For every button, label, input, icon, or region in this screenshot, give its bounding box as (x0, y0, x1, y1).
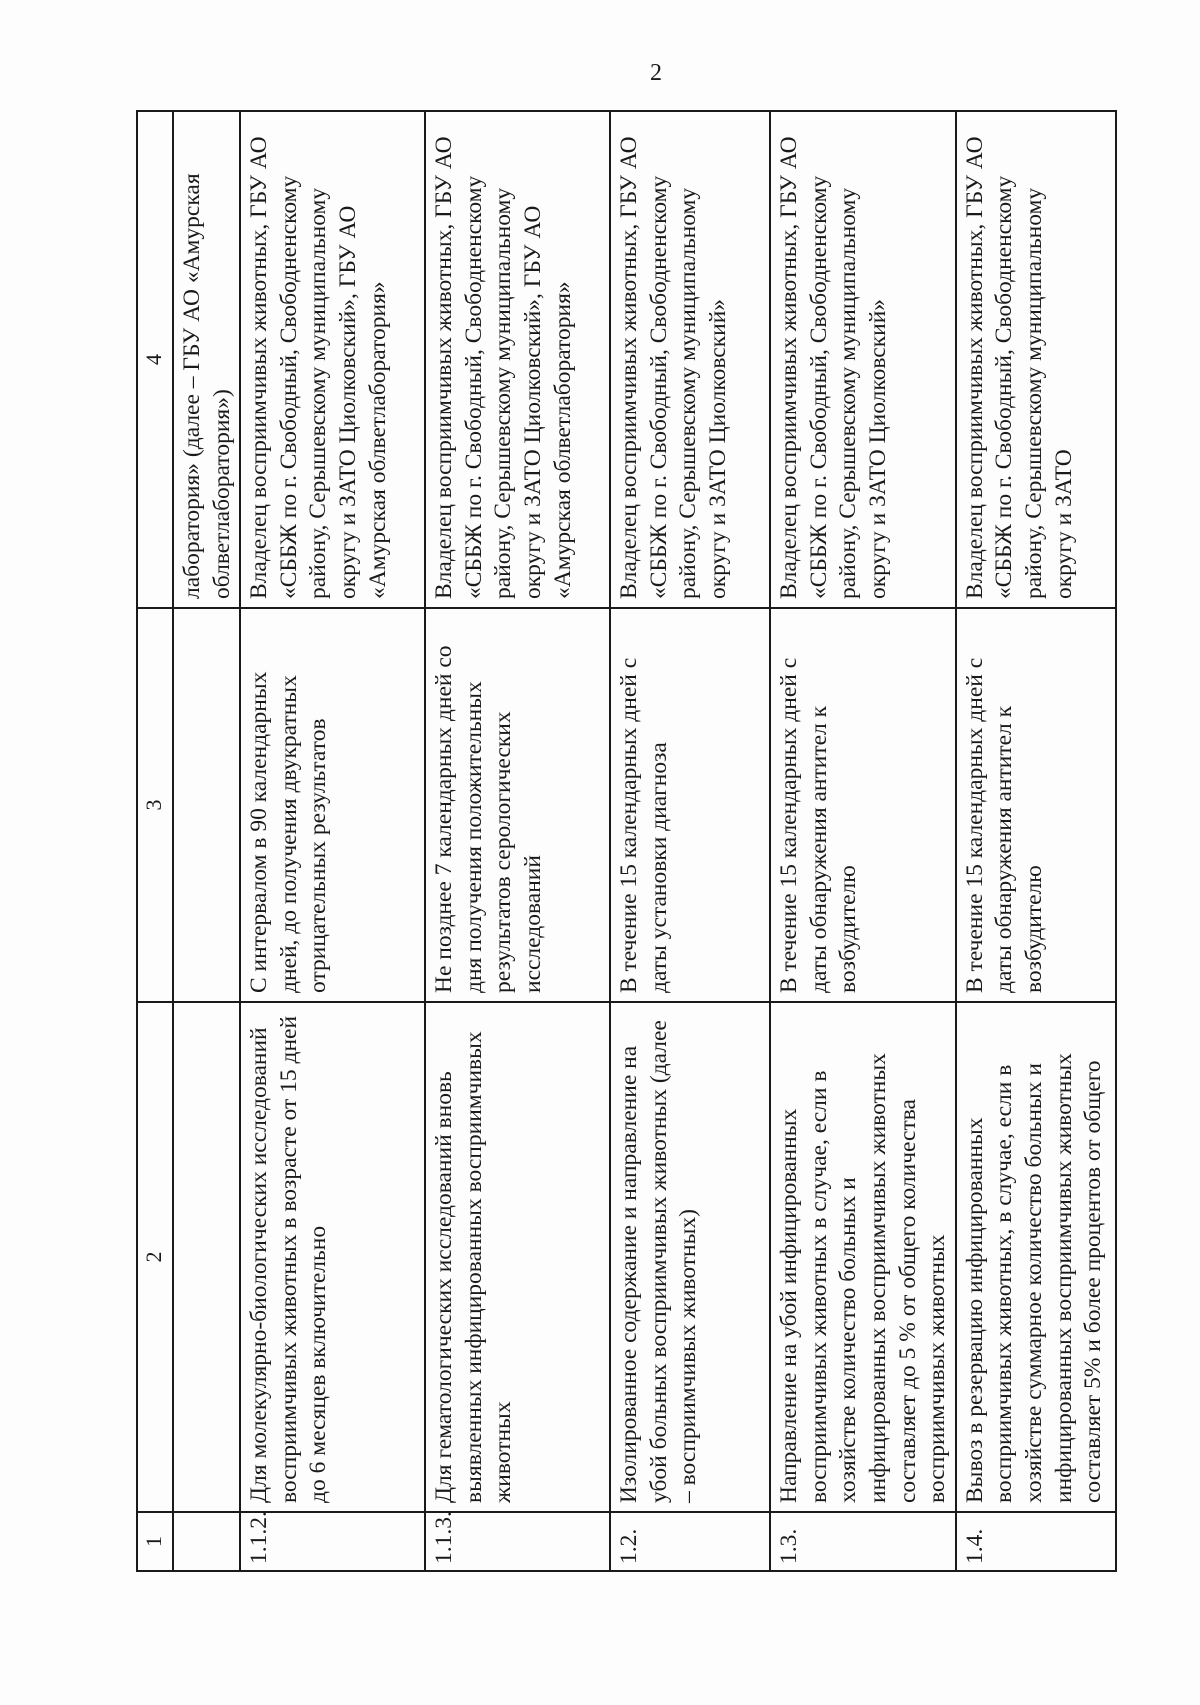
cell-num (173, 1512, 240, 1571)
cell-term (173, 608, 240, 1002)
cell-responsible: Владелец восприимчивых животных, ГБУ АО «СББЖ по г. Свободный, Свободненскому району, Серышевскому муниципальному округу и ЗАТО Циолковский» (770, 111, 956, 608)
cell-term: В течение 15 календарных дней с даты обнаружения антител к возбудителю (770, 608, 956, 1002)
cell-measure: Вывоз в резервацию инфицированных восприимчивых животных, в случае, если в хозяйстве суммарное количество больных и инфицированных восприимчивых животных составляет 5% и более процентов от общего (956, 1002, 1116, 1512)
header-col-3: 3 (137, 608, 173, 1002)
page-number: 2 (650, 60, 662, 86)
cell-num: 1.1.2. (240, 1512, 425, 1571)
cell-responsible: Владелец восприимчивых животных, ГБУ АО «СББЖ по г. Свободный, Свободненскому району, Серышевскому муниципальному округу и ЗАТО (956, 111, 1116, 608)
rotated-table-container (136, 112, 1107, 1572)
measures-table (136, 110, 1117, 1572)
cell-responsible: Владелец восприимчивых животных, ГБУ АО «СББЖ по г. Свободный, Свободненскому району, Серышевскому муниципальному округу и ЗАТО Циолковский» (610, 111, 770, 608)
cell-measure: Для гематологических исследований вновь выявленных инфицированных восприимчивых животных (425, 1002, 610, 1512)
cell-measure: Направление на убой инфицированных восприимчивых животных в случае, если в хозяйстве количество больных и инфицированных восприимчивых животных составляет до 5 % от общего количества восприимчивых животных (770, 1002, 956, 1512)
cell-num: 1.4. (956, 1512, 1116, 1571)
cell-num: 1.1.3. (425, 1512, 610, 1571)
header-col-2: 2 (137, 1002, 173, 1512)
cell-responsible: Владелец восприимчивых животных, ГБУ АО «СББЖ по г. Свободный, Свободненскому району, Серышевскому муниципальному округу и ЗАТО Циолковский», ГБУ АО «Амурская облветлаборатория» (425, 111, 610, 608)
table-header-row (137, 111, 173, 1571)
cell-num: 1.3. (770, 1512, 956, 1571)
table-row-continued (173, 111, 240, 1571)
header-col-4: 4 (137, 111, 173, 608)
cell-measure (173, 1002, 240, 1512)
cell-term: Не позднее 7 календарных дней со дня получения положительных результатов серологических исследований (425, 608, 610, 1002)
table-row (240, 111, 425, 1571)
table-row (770, 111, 956, 1571)
cell-term: С интервалом в 90 календарных дней, до получения двукратных отрицательных результатов (240, 608, 425, 1002)
cell-measure: Для молекулярно-биологических исследований восприимчивых животных в возрасте от 15 дней до 6 месяцев включительно (240, 1002, 425, 1512)
cell-term: В течение 15 календарных дней с даты установки диагноза (610, 608, 770, 1002)
table-row (956, 111, 1116, 1571)
table-row (610, 111, 770, 1571)
table-row (425, 111, 610, 1571)
cell-responsible: Владелец восприимчивых животных, ГБУ АО «СББЖ по г. Свободный, Свободненскому району, Серышевскому муниципальному округу и ЗАТО Циолковский», ГБУ АО «Амурская облветлаборатория» (240, 111, 425, 608)
cell-responsible: лаборатория» (далее – ГБУ АО «Амурская облветлаборатория») (173, 111, 240, 608)
header-col-1: 1 (137, 1512, 173, 1571)
cell-num: 1.2. (610, 1512, 770, 1571)
cell-term: В течение 15 календарных дней с даты обнаружения антител к возбудителю (956, 608, 1116, 1002)
cell-measure: Изолированное содержание и направление на убой больных восприимчивых животных (далее – восприимчивых животных) (610, 1002, 770, 1512)
